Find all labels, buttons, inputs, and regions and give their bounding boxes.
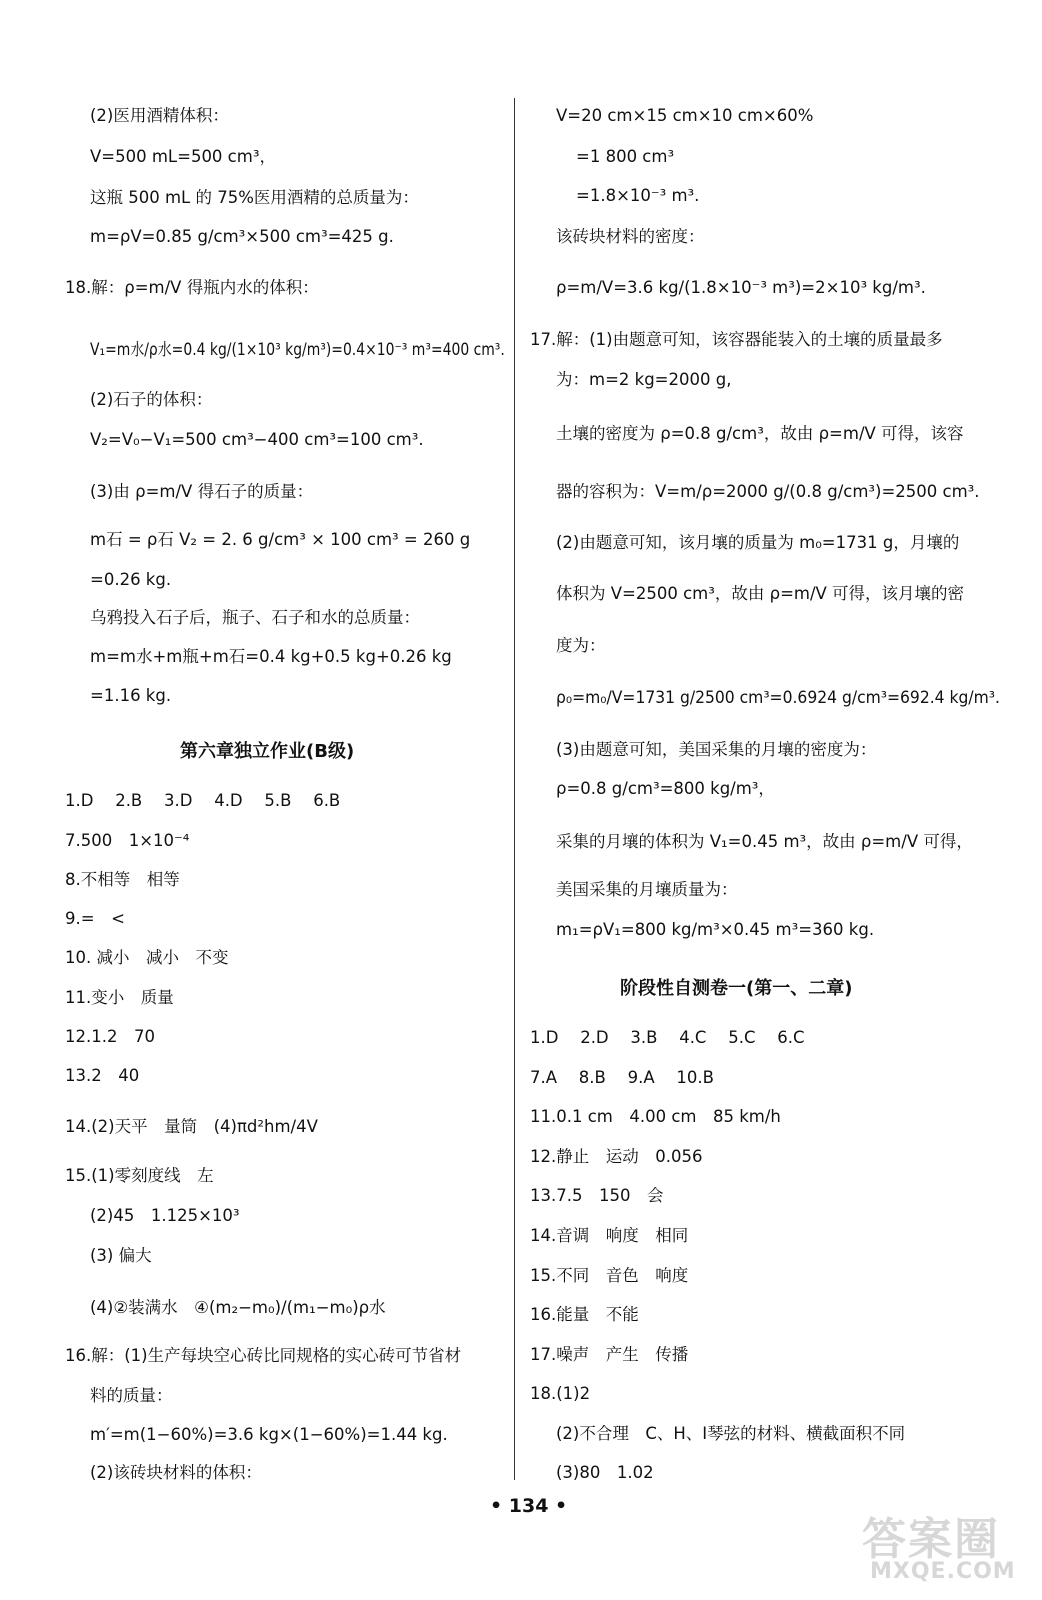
answer-line: 13.2 40 <box>65 1066 140 1085</box>
answer-line: V₂=V₀−V₁=500 cm³−400 cm³=100 cm³. <box>90 430 424 449</box>
answer-line: (2)45 1.125×10³ <box>90 1206 240 1225</box>
answer-line: (3)由 ρ=m/V 得石子的质量： <box>90 482 314 501</box>
answer-line: 11.变小 质量 <box>65 988 174 1007</box>
watermark-url: MXQE.COM <box>870 1559 1016 1584</box>
answer-line: 16.能量 不能 <box>530 1305 639 1324</box>
answer-line: 18.(1)2 <box>530 1384 591 1403</box>
answer-line: 这瓶 500 mL 的 75%医用酒精的总质量为： <box>90 188 419 207</box>
answer-line: m=m水+m瓶+m石=0.4 kg+0.5 kg+0.26 kg <box>90 647 452 666</box>
answer-line: 17.噪声 产生 传播 <box>530 1345 689 1364</box>
answer-line: 14.(2)天平 量筒 (4)πd²hm/4V <box>65 1117 318 1136</box>
answer-line: 16.解：(1)生产每块空心砖比同规格的实心砖可节省材 <box>65 1346 462 1365</box>
answer-line: m₁=ρV₁=800 kg/m³×0.45 m³=360 kg. <box>556 920 875 939</box>
section-heading-chapter6: 第六章独立作业(B级) <box>180 741 355 762</box>
answer-line: 17.解：(1)由题意可知，该容器能装入的土壤的质量最多 <box>530 330 943 349</box>
watermark-text: 答案圈 <box>862 1514 1000 1565</box>
answer-line: (3)由题意可知，美国采集的月壤的密度为： <box>556 740 877 759</box>
answer-line: 该砖块材料的密度： <box>556 227 705 246</box>
answer-line: 7.A 8.B 9.A 10.B <box>530 1068 714 1087</box>
answer-line: 10. 减小 减小 不变 <box>65 948 229 967</box>
answer-line: 18.解：ρ=m/V 得瓶内水的体积： <box>65 278 319 297</box>
answer-line: m′=m(1−60%)=3.6 kg×(1−60%)=1.44 kg. <box>90 1425 448 1444</box>
answer-line: 9.= < <box>65 909 125 928</box>
page-number: • 134 • <box>490 1495 568 1517</box>
answer-line: 为：m=2 kg=2000 g, <box>556 370 732 389</box>
answer-line: 14.音调 响度 相同 <box>530 1226 689 1245</box>
watermark-logo <box>862 1503 1022 1587</box>
answer-line: 土壤的密度为 ρ=0.8 g/cm³，故由 ρ=m/V 可得，该容 <box>556 424 964 443</box>
answer-line: 体积为 V=2500 cm³，故由 ρ=m/V 可得，该月壤的密 <box>556 584 965 603</box>
answer-line: V=20 cm×15 cm×10 cm×60% <box>556 106 814 125</box>
answer-line: 美国采集的月壤质量为： <box>556 880 738 899</box>
answer-line: 12.1.2 70 <box>65 1027 155 1046</box>
answer-line: ρ=m/V=3.6 kg/(1.8×10⁻³ m³)=2×10³ kg/m³. <box>556 278 926 297</box>
answer-line: 1.D 2.B 3.D 4.D 5.B 6.B <box>65 791 341 810</box>
answer-line: m=ρV=0.85 g/cm³×500 cm³=425 g. <box>90 227 394 246</box>
answer-line: 15.(1)零刻度线 左 <box>65 1166 214 1185</box>
answer-line: m石 = ρ石 V₂ = 2. 6 g/cm³ × 100 cm³ = 260 g <box>90 530 471 549</box>
answer-line: 12.静止 运动 0.056 <box>530 1147 703 1166</box>
answer-line: =1 800 cm³ <box>576 147 675 166</box>
answer-line: =1.16 kg. <box>90 686 172 705</box>
answer-line: 乌鸦投入石子后，瓶子、石子和水的总质量： <box>90 608 420 627</box>
answer-line: (3) 偏大 <box>90 1246 152 1265</box>
answer-line: 器的容积为：V=m/ρ=2000 g/(0.8 g/cm³)=2500 cm³. <box>556 482 980 501</box>
answer-line: (2)该砖块材料的体积： <box>90 1463 262 1482</box>
answer-line: 13.7.5 150 会 <box>530 1186 664 1205</box>
answer-line: 8.不相等 相等 <box>65 870 180 889</box>
answer-line: 料的质量： <box>90 1386 173 1405</box>
answer-line: (2)石子的体积： <box>90 390 213 409</box>
answer-line: (2)医用酒精体积： <box>90 106 229 125</box>
answer-line: (4)②装满水 ④(m₂−m₀)/(m₁−m₀)ρ水 <box>90 1298 386 1317</box>
answer-line: 11.0.1 cm 4.00 cm 85 km/h <box>530 1107 781 1126</box>
answer-line: =1.8×10⁻³ m³. <box>576 186 700 205</box>
answer-line: (2)不合理 C、H、I琴弦的材料、横截面积不同 <box>556 1424 906 1443</box>
section-heading-self-test: 阶段性自测卷一(第一、二章) <box>620 978 853 999</box>
answer-line: 采集的月壤的体积为 V₁=0.45 m³，故由 ρ=m/V 可得， <box>556 832 973 851</box>
answer-line: 7.500 1×10⁻⁴ <box>65 831 190 850</box>
answer-line: 度为： <box>556 636 606 655</box>
answer-line: V₁=m水/ρ水=0.4 kg/(1×10³ kg/m³)=0.4×10⁻³ m³=400 cm³. <box>90 340 505 359</box>
answer-line: =0.26 kg. <box>90 570 172 589</box>
answer-line: 15.不同 音色 响度 <box>530 1266 689 1285</box>
column-divider <box>514 98 515 1480</box>
answer-line: (3)80 1.02 <box>556 1463 654 1482</box>
answer-line: ρ=0.8 g/cm³=800 kg/m³， <box>556 779 775 798</box>
answer-line: (2)由题意可知，该月壤的质量为 m₀=1731 g，月壤的 <box>556 533 960 552</box>
answer-line: ρ₀=m₀/V=1731 g/2500 cm³=0.6924 g/cm³=692.4 kg/m³. <box>556 688 1000 707</box>
answer-line: V=500 mL=500 cm³， <box>90 147 276 166</box>
answer-line: 1.D 2.D 3.B 4.C 5.C 6.C <box>530 1028 805 1047</box>
